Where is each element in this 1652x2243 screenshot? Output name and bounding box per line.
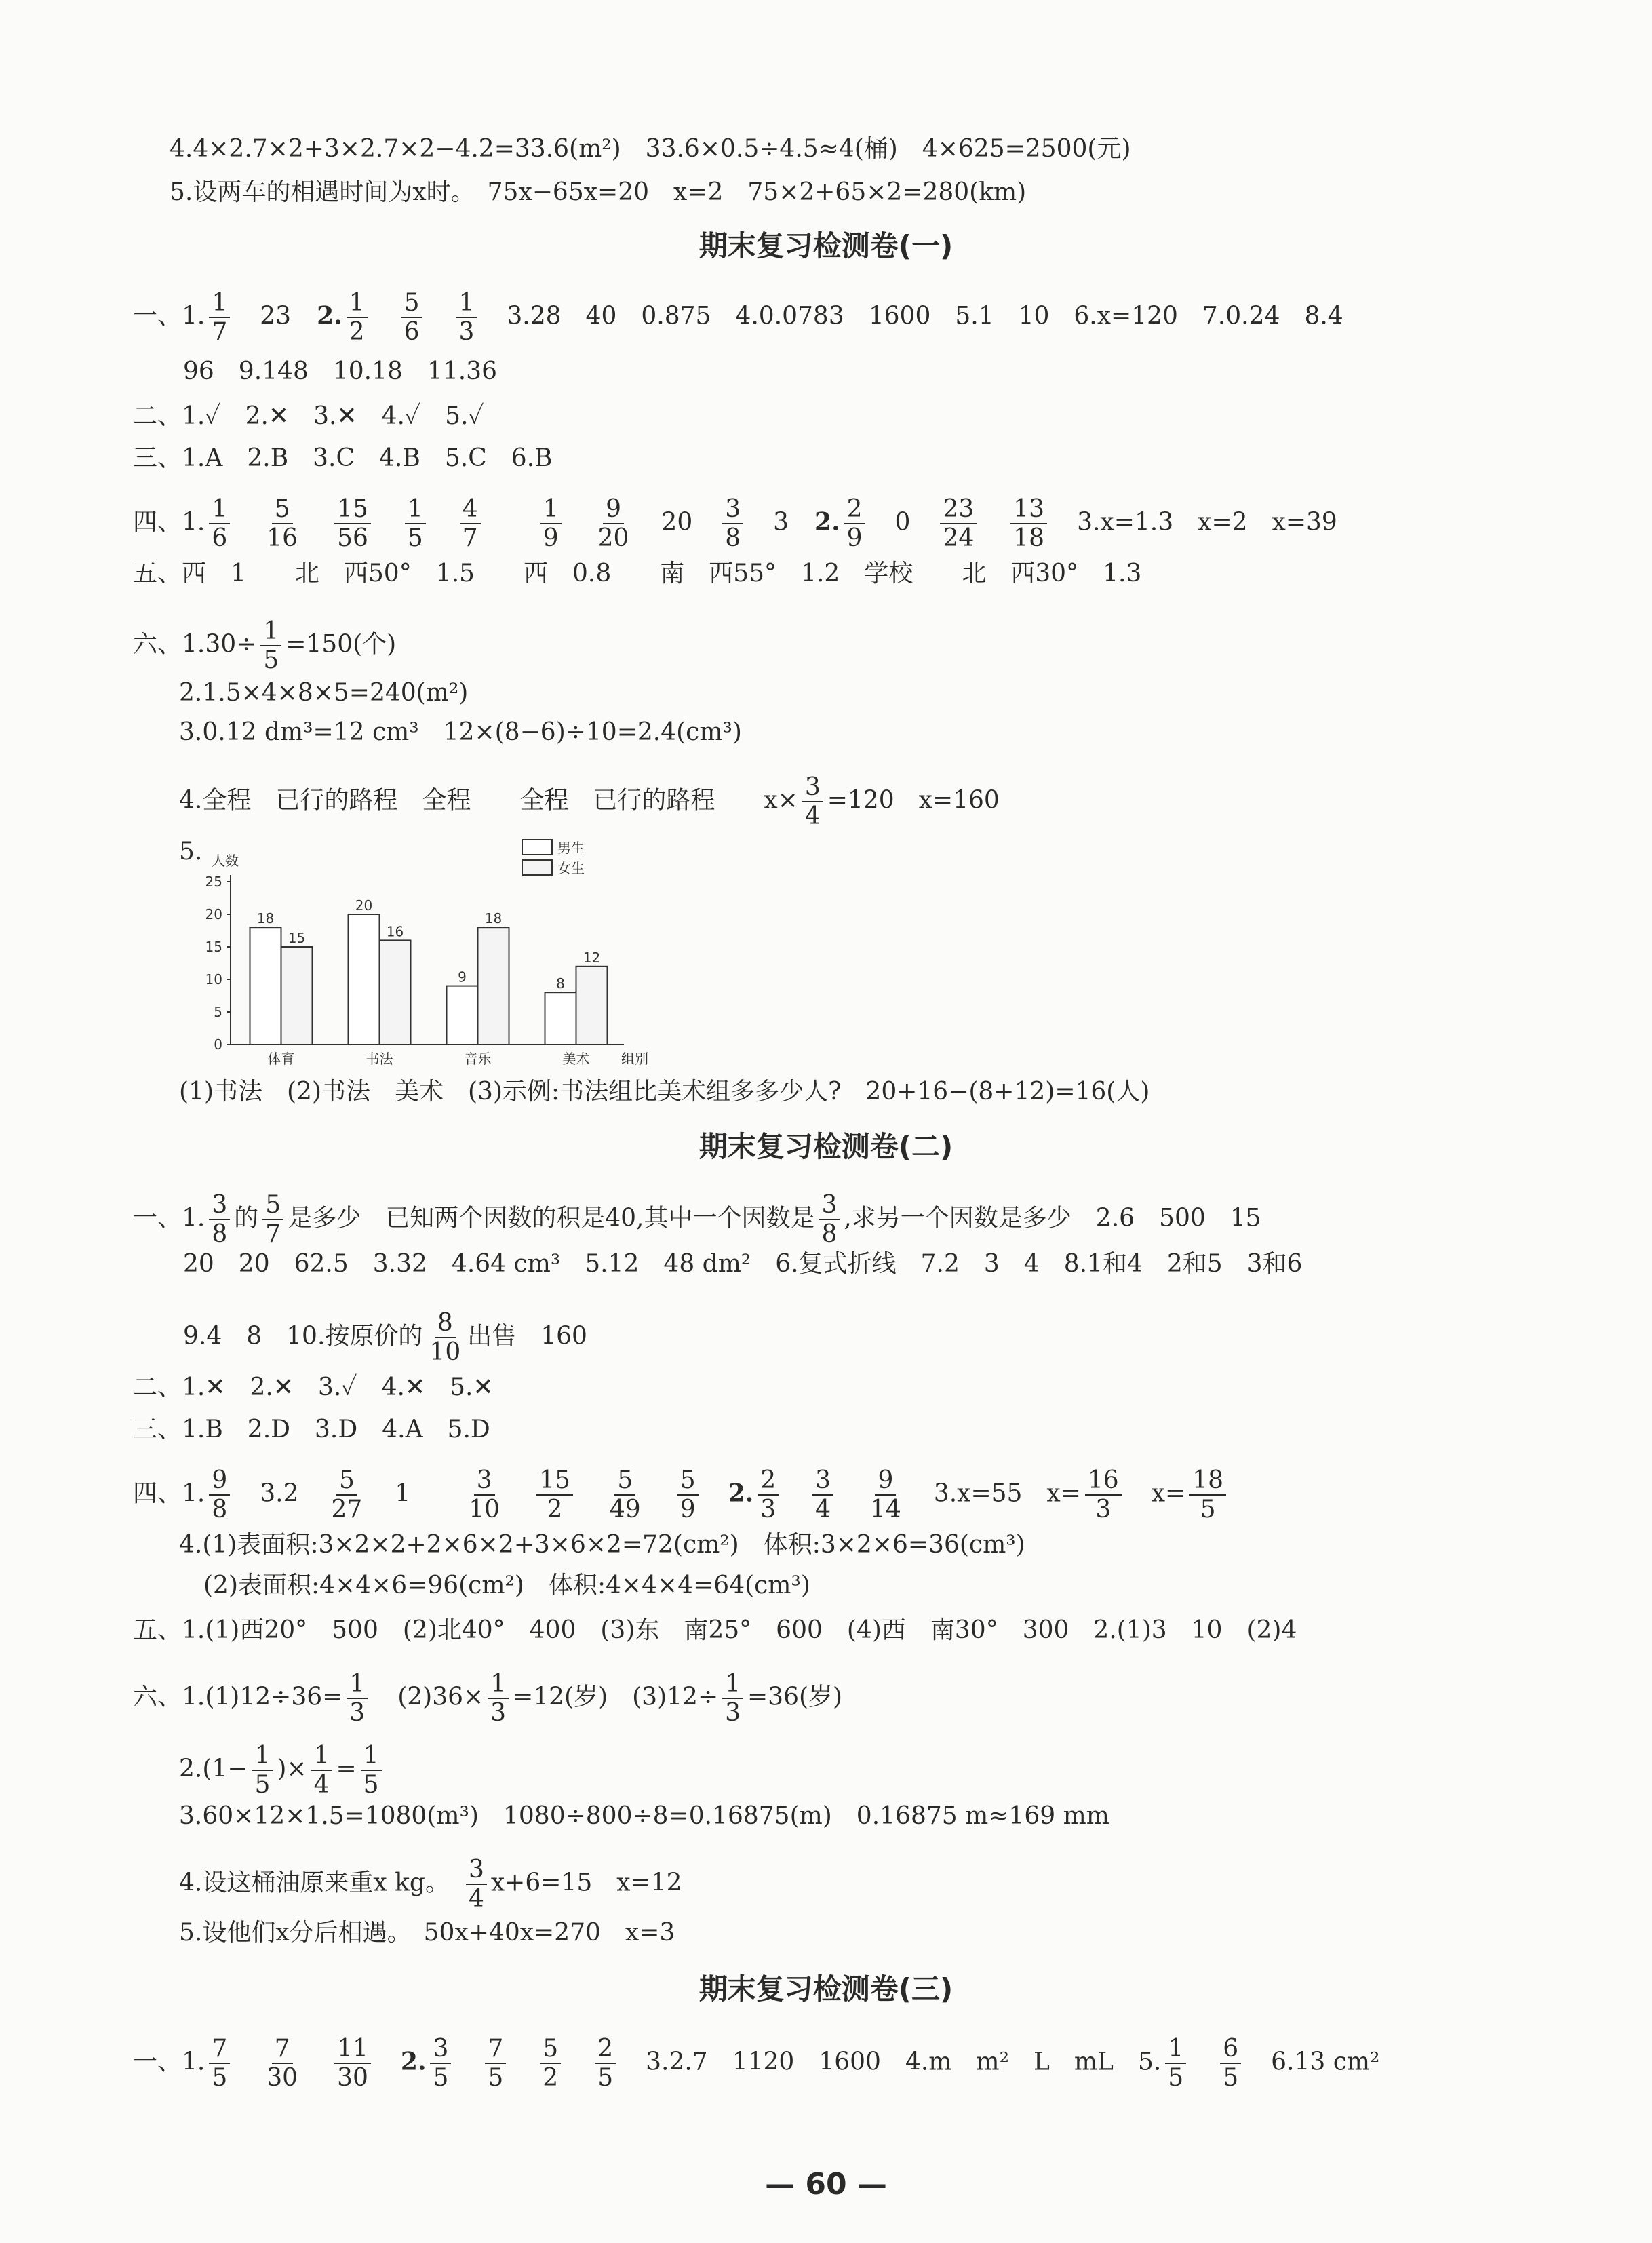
data-label: 12 — [583, 949, 601, 966]
denominator: 6 — [404, 318, 420, 347]
numerator: 23 — [940, 495, 977, 524]
numerator: 3 — [802, 773, 823, 802]
answer-line: 20 20 62.5 3.32 4.64 cm³ 5.12 48 dm² 6.复式折线 7.2 3 4 8.1和4 2和5 3和6 — [183, 1250, 1303, 1278]
denominator: 5 — [1200, 1496, 1216, 1524]
denominator: 5 — [363, 1771, 379, 1799]
legend-label: 女生 — [557, 860, 585, 876]
denominator: 5 — [433, 2064, 449, 2092]
denominator: 3 — [760, 1496, 776, 1524]
numerator: 1 — [209, 495, 230, 524]
fraction — [264, 2035, 300, 2092]
numerator: 5 — [614, 1466, 635, 1496]
numerator: 3 — [722, 495, 743, 524]
answer-line: 二、1.✓ 2.✕ 3.✕ 4.✓ 5.✓ — [133, 402, 484, 430]
numerator: 5 — [272, 495, 293, 524]
legend-swatch — [522, 840, 552, 855]
numerator: 9 — [209, 1466, 230, 1496]
numerator: 7 — [485, 2035, 506, 2064]
answer-line: (1)书法 (2)书法 美术 (3)示例:书法组比美术组多多少人? 20+16−(8+12)=16(人) — [179, 1078, 1150, 1106]
numerator: 2 — [758, 1466, 779, 1496]
numerator: 5 — [262, 1191, 283, 1220]
answer-line: 4.(1)表面积:3×2×2+2×6×2+3×6×2=72(cm²) 体积:3×2×6=36(cm³) — [179, 1531, 1025, 1559]
fraction — [252, 1742, 273, 1799]
y-tick-label: 25 — [205, 874, 222, 890]
fraction — [401, 289, 422, 347]
answer-line: 二、1.✕ 2.✕ 3.✓ 4.✕ 5.✕ — [133, 1373, 494, 1401]
fraction — [940, 495, 977, 553]
answer-line: 五、1.(1)西20° 500 (2)北40° 400 (3)东 南25° 600 (4)西 南30° 300 2.(1)3 10 (2)4 — [133, 1616, 1297, 1644]
fraction — [1220, 2035, 1241, 2092]
answer-line: 2.(1− $\frac{1}{5}$ )× $\frac{1}{4}$ = $\frac{1}{5}$ — [179, 1742, 386, 1799]
denominator: 2 — [543, 2064, 559, 2092]
denominator: 4 — [313, 1771, 330, 1799]
denominator: 16 — [267, 524, 298, 553]
fraction — [405, 495, 426, 553]
answer-line: 5.设他们x分后相遇。 50x+40x=270 x=3 — [179, 1919, 675, 1947]
data-label: 18 — [256, 910, 275, 927]
fraction — [540, 2035, 561, 2092]
bar — [349, 914, 380, 1045]
question-number: 5. — [179, 838, 203, 865]
fraction — [262, 1191, 283, 1249]
numerator: 1 — [260, 617, 281, 646]
denominator: 49 — [609, 1496, 641, 1524]
numerator: 3 — [430, 2035, 451, 2064]
fraction — [456, 289, 477, 347]
answer-line: 六、1.30÷ $\frac{1}{5}$ =150(个) — [133, 617, 397, 675]
denominator: 5 — [1168, 2064, 1184, 2092]
fraction — [485, 2035, 506, 2092]
fraction — [722, 1670, 743, 1728]
denominator: 2 — [547, 1496, 563, 1524]
numerator: 15 — [334, 495, 371, 524]
answer-line: (2)表面积:4×4×6=96(cm²) 体积:4×4×4=64(cm³) — [203, 1572, 810, 1599]
answer-line: 4.全程 已行的路程 全程 全程 已行的路程 x× $\frac{3}{4}$ =120 x=160 — [179, 773, 1000, 831]
answer-line: 六、1.(1)12÷36= $\frac{1}{3}$ (2)36× $\frac{1}{3}$ =12(岁) (3)12÷ $\frac{1}{3}$ =36(岁) — [133, 1670, 843, 1728]
x-tick-label: 音乐 — [464, 1051, 492, 1067]
denominator: 4 — [815, 1496, 831, 1524]
numerator: 3 — [819, 1191, 840, 1220]
denominator: 10 — [429, 1338, 461, 1367]
fraction — [466, 1856, 487, 1913]
fraction — [867, 1466, 904, 1524]
bar — [447, 986, 478, 1045]
numerator: 1 — [209, 289, 230, 318]
numerator: 1 — [347, 289, 368, 318]
denominator: 30 — [267, 2064, 298, 2092]
bar — [576, 967, 608, 1045]
fraction — [311, 1742, 332, 1799]
answer-line: 5.设两车的相遇时间为x时。 75x−65x=20 x=2 75×2+65×2=280(km) — [170, 178, 1027, 206]
fraction — [536, 1466, 573, 1524]
numerator: 5 — [401, 289, 422, 318]
fraction — [1085, 1466, 1122, 1524]
denominator: 7 — [462, 524, 478, 553]
fraction — [361, 1742, 382, 1799]
answer-line: 3.0.12 dm³=12 cm³ 12×(8−6)÷10=2.4(cm³) — [179, 718, 742, 746]
numerator: 1 — [722, 1670, 743, 1699]
answer-line: 3.60×12×1.5=1080(m³) 1080÷800÷8=0.16875(m) 0.16875 m≈169 mm — [179, 1802, 1109, 1830]
y-tick-label: 10 — [205, 971, 222, 988]
answer-line: 9.4 8 10.按原价的 $\frac{8}{10}$ 出售 160 — [183, 1309, 587, 1367]
fraction — [347, 289, 368, 347]
denominator: 8 — [212, 1496, 228, 1524]
bar — [250, 927, 281, 1045]
denominator: 27 — [331, 1496, 363, 1524]
y-axis-label: 人数 — [212, 853, 239, 869]
fraction — [819, 1191, 840, 1249]
y-tick-label: 15 — [205, 939, 222, 955]
fraction — [329, 1466, 366, 1524]
denominator: 5 — [254, 1771, 271, 1799]
denominator: 14 — [870, 1496, 901, 1524]
numerator: 1 — [252, 1742, 273, 1771]
bar — [478, 927, 509, 1045]
fraction — [334, 495, 371, 553]
fraction — [209, 1191, 230, 1249]
answer-line: 三、1.B 2.D 3.D 4.A 5.D — [133, 1416, 490, 1443]
numerator: 5 — [540, 2035, 561, 2064]
numerator: 7 — [209, 2035, 230, 2064]
data-label: 18 — [484, 910, 503, 927]
section-title: 期末复习检测卷(三) — [699, 1972, 953, 2006]
fraction — [607, 1466, 644, 1524]
numerator: 3 — [474, 1466, 495, 1496]
denominator: 6 — [212, 524, 228, 553]
denominator: 9 — [680, 1496, 696, 1524]
fraction — [1010, 495, 1047, 553]
fraction — [264, 495, 300, 553]
numerator: 1 — [311, 1742, 332, 1771]
denominator: 8 — [821, 1220, 838, 1249]
numerator: 3 — [209, 1191, 230, 1220]
answer-line: 一、1. $\frac{1}{7}$ 23 2. $\frac{1}{2}$ $\frac{5}{6}$ $\frac{1}{3}$ 3.28 40 0.875 4.0.0783 1600 5.1 10 6.x=120 7.0.24 8.4 — [133, 289, 1343, 347]
x-tick-label: 体育 — [267, 1051, 295, 1067]
fraction — [722, 495, 743, 553]
fraction — [460, 495, 481, 553]
denominator: 30 — [337, 2064, 368, 2092]
fraction — [260, 617, 281, 675]
denominator: 3 — [725, 1699, 741, 1728]
fraction — [209, 2035, 230, 2092]
fraction — [427, 1309, 463, 1367]
numerator: 1 — [361, 1742, 382, 1771]
numerator: 9 — [603, 495, 624, 524]
section-title: 期末复习检测卷(二) — [699, 1130, 953, 1163]
legend-swatch — [522, 860, 552, 875]
numerator: 9 — [875, 1466, 896, 1496]
denominator: 4 — [468, 1885, 484, 1913]
x-axis-label: 组别 — [621, 1051, 648, 1067]
fraction — [812, 1466, 833, 1524]
answer-line: 三、1.A 2.B 3.C 4.B 5.C 6.B — [133, 444, 553, 472]
y-tick-label: 5 — [214, 1004, 222, 1020]
numerator: 11 — [334, 2035, 371, 2064]
numerator: 1 — [347, 1670, 368, 1699]
denominator: 8 — [212, 1220, 228, 1249]
fraction — [595, 2035, 616, 2092]
fraction — [1165, 2035, 1186, 2092]
bar-chart — [163, 833, 665, 1077]
fraction — [334, 2035, 371, 2092]
denominator: 10 — [469, 1496, 500, 1524]
answer-line: 四、1. $\frac{9}{8}$ 3.2 $\frac{5}{27}$ 1 $\frac{3}{10}$ $\frac{15}{2}$ $\frac{5}{49}$ $\frac{5}{9}$ 2. $\frac{2}{3}$ $\frac{3}{4}$ $\frac{9}{14}$ 3.x=55 x= $\frac{16}{3}$ x= $\frac{18}{5}$ — [133, 1466, 1230, 1524]
denominator: 5 — [488, 2064, 504, 2092]
numerator: 2 — [844, 495, 865, 524]
numerator: 1 — [540, 495, 562, 524]
fraction — [677, 1466, 699, 1524]
denominator: 7 — [212, 318, 228, 347]
data-label: 15 — [288, 930, 306, 946]
numerator: 1 — [456, 289, 477, 318]
numerator: 5 — [677, 1466, 699, 1496]
fraction — [347, 1670, 368, 1728]
x-tick-label: 书法 — [366, 1051, 393, 1067]
numerator: 16 — [1085, 1466, 1122, 1496]
answer-line: 一、1. $\frac{3}{8}$ 的 $\frac{5}{7}$ 是多少 已知两个因数的积是40,其中一个因数是 $\frac{3}{8}$ ,求另一个因数是多少 2.6 500 15 — [133, 1191, 1261, 1249]
fraction — [430, 2035, 451, 2092]
answer-line: 2.1.5×4×8×5=240(m²) — [179, 679, 469, 707]
numerator: 1 — [1165, 2035, 1186, 2064]
numerator: 2 — [595, 2035, 616, 2064]
denominator: 24 — [943, 524, 975, 553]
page-number: — 60 — — [765, 2167, 887, 2202]
fraction — [209, 495, 230, 553]
x-tick-label: 美术 — [562, 1051, 590, 1067]
numerator: 13 — [1010, 495, 1047, 524]
numerator: 18 — [1189, 1466, 1226, 1496]
answer-line: 四、1. $\frac{1}{6}$ $\frac{5}{16}$ $\frac{15}{56}$ $\frac{1}{5}$ $\frac{4}{7}$ $\frac{1}{9}$ $\frac{9}{20}$ 20 $\frac{3}{8}$ 3 2. $\frac{2}{9}$ 0 $\frac{23}{24}$ $\frac{13}{18}$ 3.x=1.3 x=2 x=39 — [133, 495, 1337, 553]
denominator: 5 — [597, 2064, 614, 2092]
fraction — [802, 773, 823, 831]
fraction — [758, 1466, 779, 1524]
data-label: 8 — [556, 975, 565, 992]
numerator: 15 — [536, 1466, 573, 1496]
fraction — [466, 1466, 503, 1524]
fraction — [209, 1466, 230, 1524]
legend-label: 男生 — [557, 840, 585, 856]
data-label: 20 — [355, 897, 373, 914]
fraction — [1189, 1466, 1226, 1524]
denominator: 9 — [543, 524, 559, 553]
answer-line: 96 9.148 10.18 11.36 — [183, 357, 497, 385]
denominator: 4 — [804, 802, 821, 831]
denominator: 56 — [337, 524, 368, 553]
denominator: 3 — [458, 318, 475, 347]
denominator: 2 — [349, 318, 365, 347]
denominator: 20 — [597, 524, 629, 553]
denominator: 5 — [212, 2064, 228, 2092]
fraction — [595, 495, 632, 553]
fraction — [844, 495, 865, 553]
numerator: 1 — [488, 1670, 509, 1699]
denominator: 5 — [1223, 2064, 1239, 2092]
numerator: 6 — [1220, 2035, 1241, 2064]
bar — [545, 992, 576, 1045]
numerator: 1 — [405, 495, 426, 524]
fraction — [209, 289, 230, 347]
answer-line: 4.4×2.7×2+3×2.7×2−4.2=33.6(m²) 33.6×0.5÷4.5≈4(桶) 4×625=2500(元) — [170, 135, 1131, 163]
denominator: 3 — [490, 1699, 507, 1728]
denominator: 9 — [846, 524, 863, 553]
fraction — [540, 495, 562, 553]
denominator: 3 — [1095, 1496, 1112, 1524]
bar — [281, 947, 313, 1045]
denominator: 18 — [1013, 524, 1045, 553]
answer-line: 4.设这桶油原来重x kg。 $\frac{3}{4}$ x+6=15 x=12 — [179, 1856, 682, 1913]
numerator: 8 — [435, 1309, 456, 1338]
numerator: 4 — [460, 495, 481, 524]
bar — [380, 940, 411, 1045]
answer-line: 五、西 1 北 西50° 1.5 西 0.8 南 西55° 1.2 学校 北 西30° 1.3 — [133, 560, 1142, 587]
denominator: 5 — [407, 524, 423, 553]
section-title: 期末复习检测卷(一) — [699, 229, 953, 262]
denominator: 5 — [263, 646, 279, 675]
fraction — [488, 1670, 509, 1728]
y-tick-label: 20 — [205, 906, 222, 922]
denominator: 8 — [725, 524, 741, 553]
data-label: 16 — [386, 923, 404, 940]
data-label: 9 — [458, 969, 467, 986]
numerator: 7 — [272, 2035, 293, 2064]
denominator: 7 — [265, 1220, 281, 1249]
y-tick-label: 0 — [214, 1036, 222, 1053]
numerator: 3 — [812, 1466, 833, 1496]
denominator: 3 — [349, 1699, 366, 1728]
numerator: 3 — [466, 1856, 487, 1885]
numerator: 5 — [336, 1466, 357, 1496]
answer-line: 一、1. $\frac{7}{5}$ $\frac{7}{30}$ $\frac{11}{30}$ 2. $\frac{3}{5}$ $\frac{7}{5}$ $\frac{5}{2}$ $\frac{2}{5}$ 3.2.7 1120 1600 4.m m² L mL 5. $\frac{1}{5}$ $\frac{6}{5}$ 6.13 cm² — [133, 2035, 1380, 2092]
